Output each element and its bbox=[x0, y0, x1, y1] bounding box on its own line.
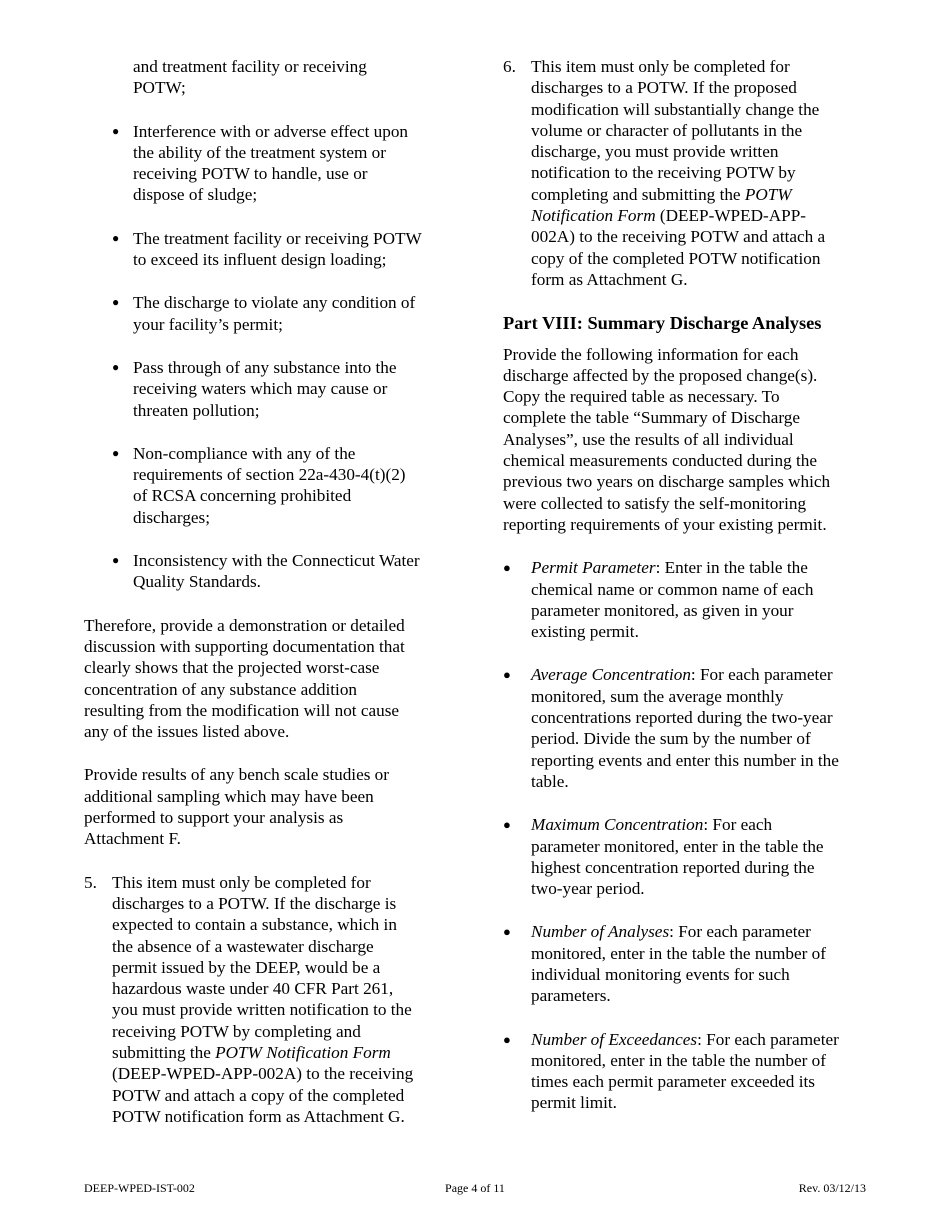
bullet-icon: ● bbox=[112, 123, 120, 138]
definition-term: Number of Analyses bbox=[531, 922, 670, 942]
numbered-item-6: 6. This item must only be completed for discharges to a POTW. If the proposed modification will substantially change the volume or character of pollutants in the discharge, you must provide written notification to the receiving POTW by completing and submitting the POTW Notification Form (DEEP-WPED-APP- 002A) to the receiving POTW and attach a copy of the completed POTW notification form as Attachment G. bbox=[503, 57, 826, 289]
definition-term: Permit Parameter bbox=[531, 558, 656, 578]
definition-number-of-exceedances: ● Number of Exceedances: For each parameter monitored, enter in the table the number of times each permit parameter exceeded its permit limit. bbox=[503, 1029, 839, 1113]
bullet-icon: ● bbox=[112, 553, 120, 568]
bullet-icon: ● bbox=[503, 817, 511, 833]
bullet-icon: ● bbox=[112, 295, 120, 310]
item-number: 5. bbox=[84, 872, 97, 892]
bullet-item: ● Inconsistency with the Connecticut Water Quality Standards. bbox=[112, 551, 420, 592]
bullet-item: ● The discharge to violate any condition of your facility’s permit; bbox=[112, 293, 416, 334]
bullet-item: ● Interference with or adverse effect upon the ability of the treatment system or receiving POTW to handle, use or dispose of sludge; bbox=[112, 121, 409, 205]
definition-number-of-analyses: ● Number of Analyses: For each parameter monitored, enter in the table the number of individual monitoring events for such parameters. bbox=[503, 922, 826, 1006]
item-number: 6. bbox=[503, 57, 516, 76]
bullet-icon: ● bbox=[503, 667, 511, 683]
bullet-item: ● Pass through of any substance into the receiving waters which may cause or threaten pollution; bbox=[112, 357, 397, 420]
form-title: POTW Notification Form bbox=[215, 1042, 391, 1062]
bullet-icon: ● bbox=[112, 359, 120, 374]
footer-revision: Rev. 03/12/13 bbox=[798, 1181, 866, 1195]
definition-term: Number of Exceedances bbox=[531, 1029, 698, 1049]
definition-average-concentration: ● Average Concentration: For each parameter monitored, sum the average monthly concentrations reported during the two-year period. Divide the sum by the number of reporting events and enter this number in the table. bbox=[503, 665, 839, 791]
definition-term: Maximum Concentration bbox=[531, 815, 704, 835]
left-column bbox=[84, 56, 454, 1127]
right-column bbox=[503, 56, 873, 1114]
bullet-item: ● The treatment facility or receiving POTW to exceed its influent design loading; bbox=[112, 228, 422, 270]
definition-term: Average Concentration bbox=[531, 665, 691, 685]
form-title: POTW bbox=[744, 184, 792, 204]
bullet-icon: ● bbox=[112, 445, 120, 460]
section-heading: Part VIII: Summary Discharge Analyses bbox=[503, 313, 822, 334]
bullet-icon: ● bbox=[503, 1031, 511, 1047]
continuation-text: and treatment facility or receiving POTW; bbox=[133, 57, 367, 98]
bullet-item: ● Non-compliance with any of the requirements of section 22a-430-4(t)(2) of RCSA concerning prohibited discharges; bbox=[112, 443, 406, 527]
numbered-item-5: 5. This item must only be completed for discharges to a POTW. If the discharge is expected to contain a substance, which in the absence of a wastewater discharge permit issued by the DEEP, would be a hazardous waste under 40 CFR Part 261, you must provide written notification to the receiving POTW by completing and submitting the POTW Notification Form (DEEP-WPED-APP-002A) to the receiving POTW and attach a copy of the completed POTW notification form as Attachment G. bbox=[84, 872, 414, 1126]
paragraph-therefore: Therefore, provide a demonstration or detailed discussion with supporting documentation that clearly shows that the projected worst-case concentration of any substance addition resulting from the modification will not cause any of the issues listed above. bbox=[84, 615, 405, 742]
form-title: Notification Form bbox=[531, 206, 656, 226]
footer-page-number: Page 4 of 11 bbox=[445, 1181, 505, 1195]
definition-maximum-concentration: ● Maximum Concentration: For each parameter monitored, enter in the table the highest concentration reported during the two-year period. bbox=[503, 815, 824, 899]
definition-permit-parameter: ● Permit Parameter: Enter in the table the chemical name or common name of each parameter monitored, as given in your existing permit. bbox=[503, 558, 814, 642]
footer-doc-id: DEEP-WPED-IST-002 bbox=[84, 1181, 195, 1195]
bullet-icon: ● bbox=[503, 924, 511, 940]
bullet-icon: ● bbox=[503, 560, 511, 576]
intro-paragraph: Provide the following information for each discharge affected by the proposed change(s). Copy the required table as necessary. To complete the table “Summary of Discharge Analyses”, use the results of all individual chemical measurements conducted during the previous two years on discharge samples which were collected to satisfy the self-monitoring reporting requirements of your existing permit. bbox=[503, 344, 831, 534]
bullet-icon: ● bbox=[112, 230, 120, 245]
paragraph-results: Provide results of any bench scale studies or additional sampling which may have been performed to support your analysis as Attachment F. bbox=[84, 765, 390, 849]
